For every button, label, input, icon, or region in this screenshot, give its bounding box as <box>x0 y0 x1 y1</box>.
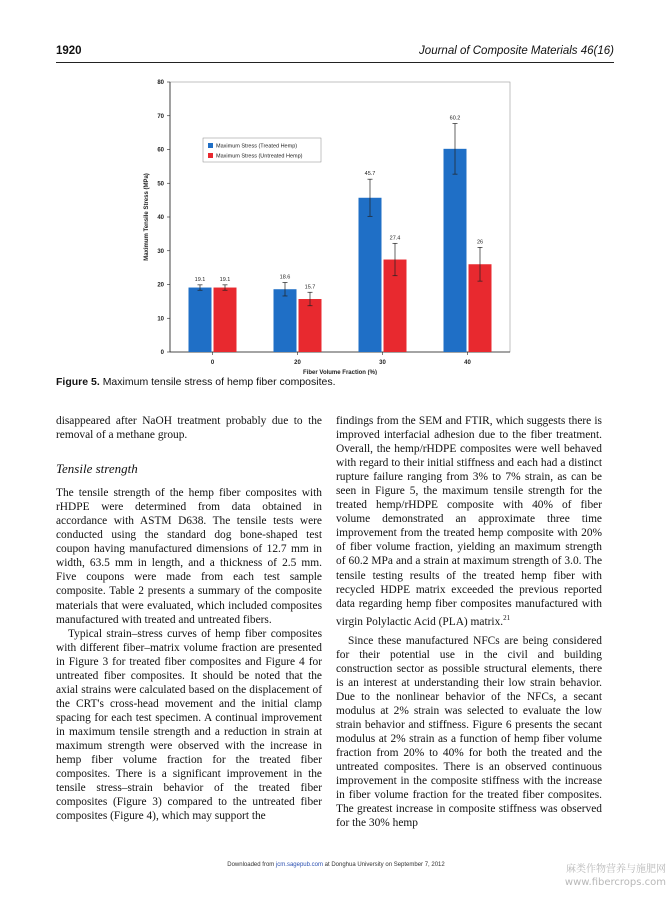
bar-treated <box>274 289 297 352</box>
watermark <box>565 863 666 889</box>
left-paragraph-3: Typical strain–stress curves of hemp fiber composites with different fiber–matrix volume fraction are presented in Figure 3 for treated fiber composites and Figure 4 for untreated fiber composites. It should be noted that the axial strains were calculated based on the displacement of the CRT's cross-head movement and the initial clamp spacing for each test specimen. A continual improvement in maximum tensile strength and a reduction in strain at maximum strength were observed with the increase in hemp fiber volume fraction for the treated fiber composites. There is a significant improvement in the tensile stress–strain behavior of the treated fiber composites (Figure 3) compared to the untreated fiber composites (Figure 4), which may support the <box>56 627 322 823</box>
y-tick-label: 10 <box>157 316 164 323</box>
bar-treated <box>359 198 382 352</box>
left-column <box>56 414 322 823</box>
right-paragraph-1-text: findings from the SEM and FTIR, which suggests there is improved interfacial adhesion due to the fiber treatment. Overall, the hemp/rHDPE composites were well behaved with regard to their initial stiffness and each had a distinct rupture failure ranging from 3% to 7% strain, as can be seen in Figure 5, the maximum tensile strength for the treated hemp/rHDPE composite with 40% of fiber volume demonstrated an approximate three time improvement from the treated hemp composite with 20% of fiber volume fraction, yielding an maximum strength of 60.2 MPa and a strain at maximum strength of 3.0. The tensile testing results of the treated hemp fiber with recycled HDPE matrix exceeded the previous reported data regarding hemp fiber composites manufactured with virgin Polylactic Acid (PLA) matrix. <box>336 415 602 628</box>
data-label: 27.4 <box>389 235 401 242</box>
x-tick-label: 40 <box>464 360 471 366</box>
data-label: 19.1 <box>219 276 231 283</box>
x-tick-label: 0 <box>210 360 215 366</box>
x-tick-label: 30 <box>379 360 386 366</box>
y-tick-label: 70 <box>157 113 164 120</box>
journal-title: Journal of Composite Materials 46(16) <box>419 45 614 57</box>
y-tick-label: 30 <box>157 248 164 255</box>
legend-swatch <box>208 153 213 158</box>
figure-5-chart <box>110 70 550 375</box>
y-tick-label: 60 <box>157 147 164 154</box>
y-tick-label: 50 <box>157 181 164 188</box>
data-label: 26 <box>476 239 484 246</box>
figure-caption-text: Maximum tensile stress of hemp fiber composites. <box>102 376 336 388</box>
legend-label: Maximum Stress (Treated Hemp) <box>216 143 298 150</box>
y-tick-label: 80 <box>157 80 164 86</box>
x-tick-label: 20 <box>294 360 301 366</box>
y-tick-label: 20 <box>157 282 164 289</box>
data-label: 15.7 <box>304 284 316 291</box>
right-column <box>336 414 602 830</box>
data-label: 45.7 <box>364 171 376 178</box>
y-axis-label: Maximum Tensile Stress (MPa) <box>144 173 150 261</box>
legend-label: Maximum Stress (Untreated Hemp) <box>216 153 303 160</box>
bar-untreated <box>299 299 322 352</box>
left-paragraph-1: disappeared after NaOH treatment probably due to the removal of a methane group. <box>56 415 322 442</box>
data-label: 18.6 <box>279 274 291 281</box>
footer-suffix: at Donghua University on September 7, 2012 <box>324 862 445 868</box>
right-paragraph-1 <box>336 414 602 629</box>
watermark-line-2: www.fibercrops.com <box>564 877 666 888</box>
data-label: 19.1 <box>194 276 206 283</box>
header-rule <box>56 62 614 63</box>
y-tick-label: 40 <box>157 215 164 221</box>
figure-caption <box>56 376 336 388</box>
y-tick-label: 0 <box>160 350 164 356</box>
x-axis-label: Fiber Volume Fraction (%) <box>303 370 377 375</box>
page-number: 1920 <box>56 45 82 57</box>
footer-link[interactable]: jcm.sagepub.com <box>275 862 323 868</box>
right-paragraph-2: Since these manufactured NFCs are being considered for their potential use in the civil and building construction sector as possible structural elements, there is an interest at understanding their low strain behavior. Due to the nonlinear behavior of the NFCs, a secant modulus at 2% strain was selected to evaluate the low strain behavior and stiffness. Figure 6 presents the secant modulus at 2% strain as a function of hemp fiber volume fraction from 20% to 40% for both the treated and the untreated composites. There is an observed continuous improvement in the composite stiffness with the increase in fiber volume fraction for the treated fiber composites. The greatest increase in composite stiffness was observed for the 30% hemp <box>336 634 602 830</box>
figure-caption-label: Figure 5. <box>56 376 100 388</box>
data-label: 60.2 <box>449 115 461 122</box>
left-paragraph-2: The tensile strength of the hemp fiber composites with rHDPE were determined from data obtained in accordance with ASTM D638. The tensile tests were conducted using the standard dog bone-shaped test coupon having manufactured dimensions of 12.7 mm in width, 63.5 mm in length, and a thickness of 2.5 mm. Five coupons were made from each test sample composite. Table 2 presents a summary of the composite materials that were evaluated, which included composites manufactured with treated and untreated fibers. <box>56 487 322 626</box>
section-heading: Tensile strength <box>56 461 138 477</box>
footer-prefix: Downloaded from <box>227 862 275 868</box>
bar-untreated <box>214 288 237 352</box>
bar-treated <box>444 149 467 352</box>
legend-swatch <box>208 143 213 148</box>
reference-superscript: 21 <box>503 613 511 622</box>
watermark-line-1: 麻类作物营养与施肥网 <box>566 864 666 875</box>
bar-treated <box>189 288 212 352</box>
